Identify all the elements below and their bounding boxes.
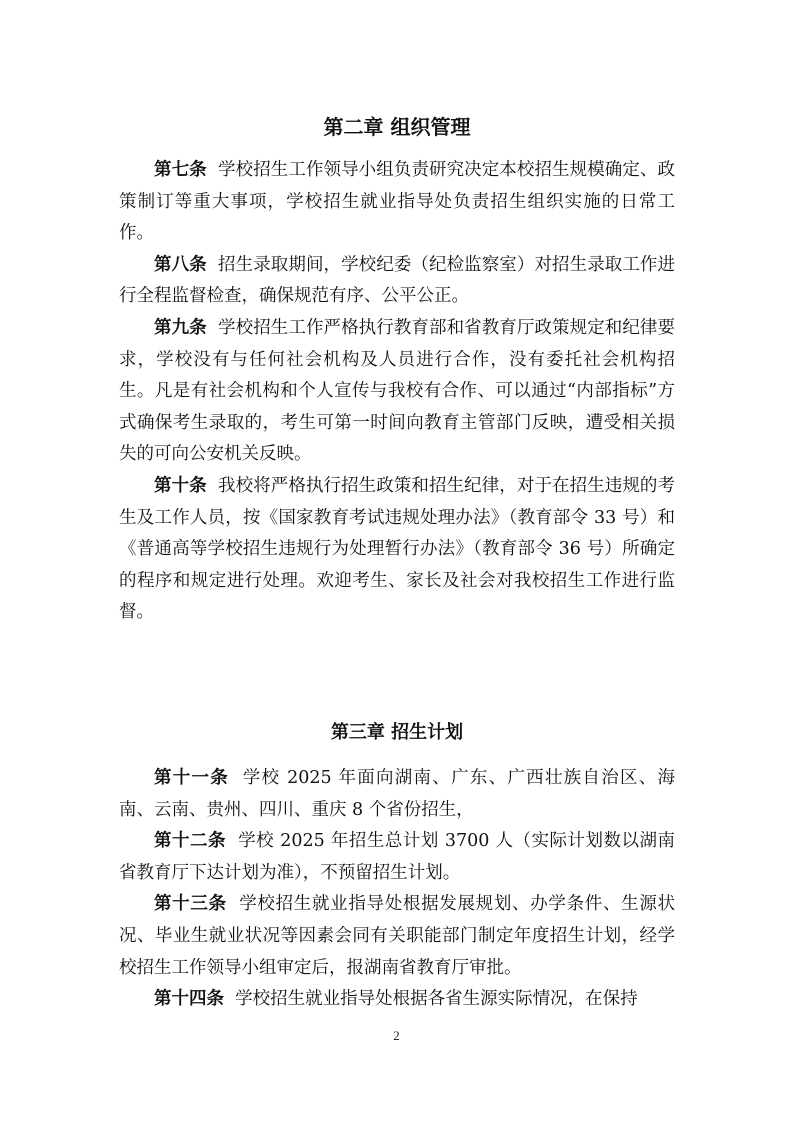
page-number: 2 (393, 1028, 400, 1043)
article-text: 学校招生工作领导小组负责研究决定本校招生规模确定、政策制订等重大事项，学校招生就业指导处负责招生组织实施的日常工作。 (119, 160, 676, 244)
article-9 (119, 313, 675, 471)
article-text: 学校 2025 年面向湖南、广东、广西壮族自治区、海南、云南、贵州、四川、重庆 8 个省份招生， (119, 768, 676, 820)
chapter-2-body (119, 155, 675, 629)
article-10 (119, 471, 675, 629)
article-label: 第七条 (154, 160, 207, 180)
article-label: 第十二条 (154, 831, 227, 852)
article-label: 第九条 (154, 317, 207, 338)
article-text: 学校招生就业指导处根据发展规划、办学条件、生源状况、毕业生就业状况等因素会同有关职能部门制定年度招生计划，经学校招生工作领导小组审定后，报湖南省教育厅审批。 (119, 894, 675, 978)
article-text: 学校招生工作严格执行教育部和省教育厅政策规定和纪律要求，学校没有与任何社会机构及人员进行合作，没有委托社会机构招生。凡是有社会机构和个人宣传与我校有合作、可以通过“内部指标”方式确保考生录取的，考生可第一时间向教育主管部门反映，遭受相关损失的可向公安机关反映。 (119, 317, 676, 465)
article-label: 第十一条 (154, 768, 230, 788)
article-label: 第八条 (154, 254, 207, 275)
article-text: 我校将严格执行招生政策和招生纪律，对于在招生违规的考生及工作人员，按《国家教育考试违规处理办法》（教育部令 33 号）和《普通高等学校招生违规行为处理暂行办法》（教育部令 36 号）所确定的程序和规定进行处理。欢迎考生、家长及社会对我校招生工作进行监督。 (119, 475, 676, 623)
article-label: 第十三条 (154, 894, 227, 915)
chapter-3-body (119, 763, 675, 1016)
article-14 (119, 984, 675, 1016)
article-label: 第十四条 (154, 989, 224, 1010)
article-8 (119, 250, 675, 313)
article-11 (119, 763, 675, 826)
article-7 (119, 155, 675, 250)
article-13 (119, 889, 675, 984)
article-text: 学校招生就业指导处根据各省生源实际情况，在保持 (235, 989, 638, 1010)
article-text: 招生录取期间，学校纪委（纪检监察室）对招生录取工作进行全程监督检查，确保规范有序、公平公正。 (119, 254, 676, 307)
article-label: 第十条 (154, 475, 207, 496)
article-12 (119, 826, 675, 889)
chapter-3-title: 第三章 招生计划 (330, 722, 464, 743)
article-text: 学校 2025 年招生总计划 3700 人（实际计划数以湖南省教育厅下达计划为准），不预留招生计划。 (119, 831, 676, 883)
chapter-2-title: 第二章 组织管理 (323, 115, 471, 139)
